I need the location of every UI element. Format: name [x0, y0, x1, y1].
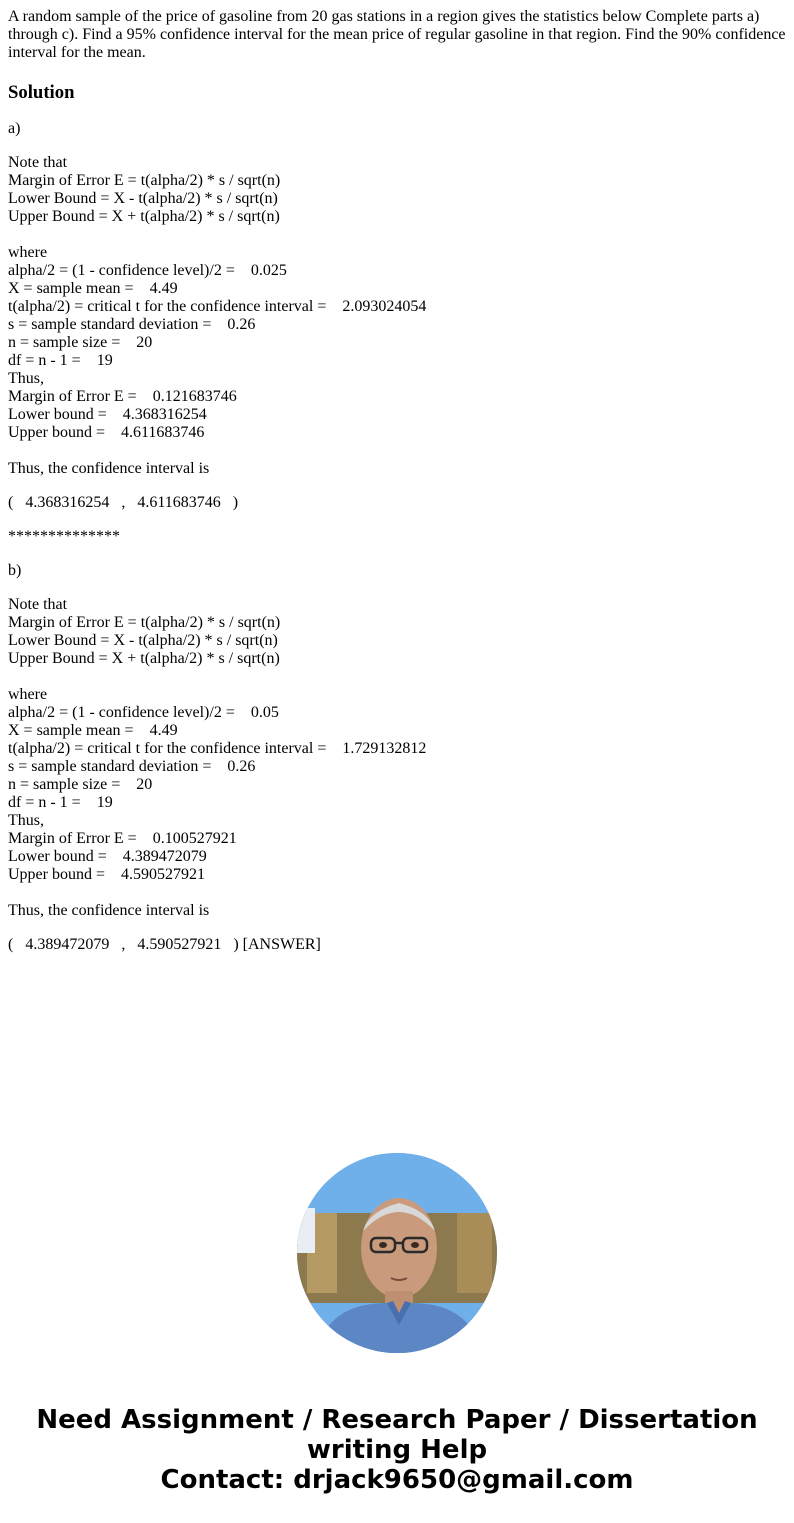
part-b-line: where — [8, 686, 48, 703]
part-b-line — [8, 884, 788, 902]
part-b-line: n = sample size = 20 — [8, 776, 153, 793]
part-b-line: Margin of Error E = t(alpha/2) * s / sqrt(n) — [8, 614, 281, 631]
part-a-line: s = sample standard deviation = 0.26 — [8, 316, 256, 333]
question-text: A random sample of the price of gasoline from 20 gas stations in a region gives the statistics below Complete parts a) through c). Find a 95% confidence interval for the mean price of regular gasoline in that region. Find the 90% confidence interval for the mean. — [8, 8, 786, 61]
part-a-line: Thus, the confidence interval is — [8, 460, 210, 477]
promo-line-1: Need Assignment / Research Paper / Dissertation — [36, 1405, 758, 1435]
part-b-line: Thus, — [8, 812, 44, 829]
part-b-work — [8, 596, 788, 920]
part-b-label: b) — [8, 562, 22, 579]
part-a-line: Margin of Error E = t(alpha/2) * s / sqrt(n) — [8, 172, 281, 189]
part-a-line: df = n - 1 = 19 — [8, 352, 113, 369]
part-a-interval: ( 4.368316254 , 4.611683746 ) — [8, 494, 239, 511]
part-a-line: X = sample mean = 4.49 — [8, 280, 178, 297]
part-b-line: Thus, the confidence interval is — [8, 902, 210, 919]
promo-contact: Contact: drjack9650@gmail.com — [160, 1465, 634, 1495]
part-a-line: Upper bound = 4.611683746 — [8, 424, 205, 441]
part-b-line: Upper bound = 4.590527921 — [8, 866, 206, 883]
author-photo — [297, 1153, 497, 1353]
solution-heading: Solution — [8, 82, 75, 103]
part-a-label: a) — [8, 120, 21, 137]
part-b-line: Margin of Error E = 0.100527921 — [8, 830, 237, 847]
part-b-line: X = sample mean = 4.49 — [8, 722, 178, 739]
part-a-line: where — [8, 244, 48, 261]
part-a-line: Lower Bound = X - t(alpha/2) * s / sqrt(n) — [8, 190, 278, 207]
part-b-line: Lower Bound = X - t(alpha/2) * s / sqrt(n) — [8, 632, 278, 649]
part-a-line: n = sample size = 20 — [8, 334, 153, 351]
part-a-line — [8, 442, 788, 460]
separator: ************** — [8, 528, 120, 545]
part-a-line — [8, 226, 788, 244]
part-b-line: alpha/2 = (1 - confidence level)/2 = 0.05 — [8, 704, 279, 721]
part-a-line: Lower bound = 4.368316254 — [8, 406, 207, 423]
document-body — [8, 8, 788, 954]
part-b-interval: ( 4.389472079 , 4.590527921 ) [ANSWER] — [8, 936, 321, 953]
part-a-line: t(alpha/2) = critical t for the confidence interval = 2.093024054 — [8, 298, 427, 315]
part-a-line: Margin of Error E = 0.121683746 — [8, 388, 237, 405]
part-b-line — [8, 668, 788, 686]
part-a-line: Thus, — [8, 370, 44, 387]
part-b-line: df = n - 1 = 19 — [8, 794, 113, 811]
part-a-work — [8, 154, 788, 478]
promo-line-2: writing Help — [306, 1435, 488, 1465]
part-a-line: alpha/2 = (1 - confidence level)/2 = 0.025 — [8, 262, 287, 279]
part-b-line: Lower bound = 4.389472079 — [8, 848, 207, 865]
part-b-line: s = sample standard deviation = 0.26 — [8, 758, 256, 775]
part-b-line: t(alpha/2) = critical t for the confidence interval = 1.729132812 — [8, 740, 427, 757]
part-a-line: Note that — [8, 154, 68, 171]
part-b-line: Note that — [8, 596, 68, 613]
part-b-line: Upper Bound = X + t(alpha/2) * s / sqrt(n) — [8, 650, 280, 667]
part-a-line: Upper Bound = X + t(alpha/2) * s / sqrt(n) — [8, 208, 280, 225]
